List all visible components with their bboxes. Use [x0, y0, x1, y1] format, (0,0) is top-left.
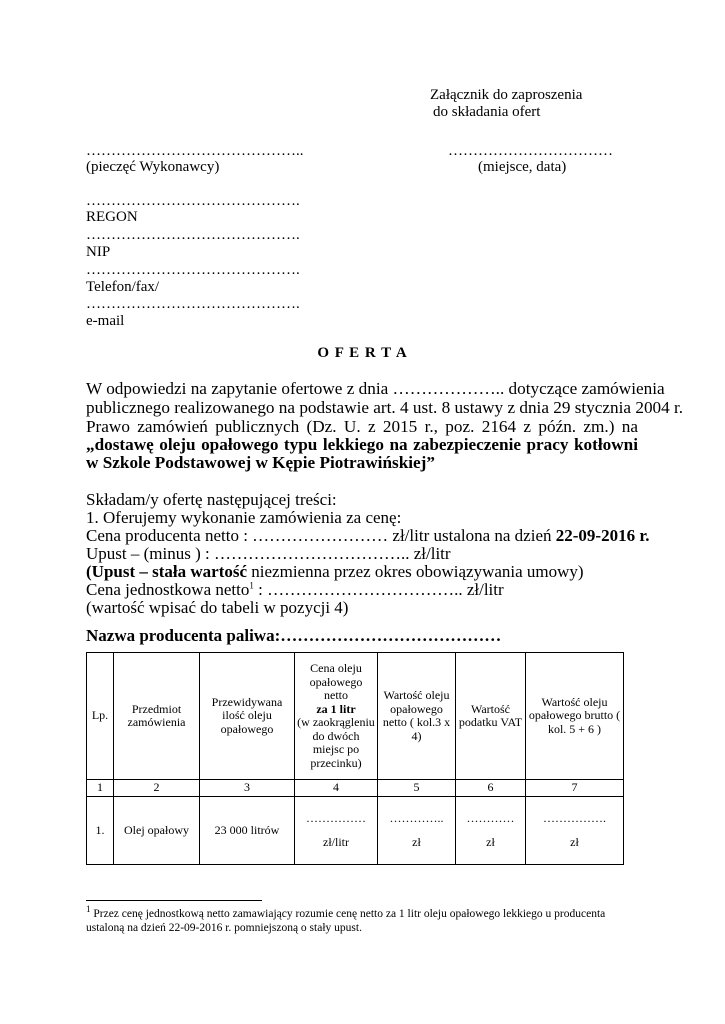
intro-line1: W odpowiedzi na zapytanie ofertowe z dnia ……………….. dotyczące zamówienia	[86, 379, 665, 398]
header-subject: Przedmiot zamówienia	[114, 653, 200, 780]
row-subject: Olej opałowy	[114, 797, 200, 865]
regon-dots: …………………………………….	[86, 193, 300, 209]
unit-price-line	[86, 580, 504, 600]
row-price	[295, 797, 378, 865]
header-lp: Lp.	[87, 653, 114, 780]
row-gross-unit: zł	[570, 834, 579, 849]
discount-note	[86, 562, 584, 582]
unit-price-dots: : …………………………….. zł/litr	[253, 580, 504, 599]
header-price-c: (w zaokrągleniu do dwóch miejsc po przecinku)	[297, 715, 375, 770]
row-vat-unit: zł	[486, 834, 495, 849]
row-price-unit: zł/litr	[323, 834, 349, 849]
col-number: 4	[295, 780, 378, 797]
offer-table	[86, 652, 624, 865]
header-price-a: Cena oleju opałowego netto	[309, 661, 363, 702]
phone-label: Telefon/fax/	[86, 279, 160, 295]
nip-label: NIP	[86, 244, 111, 260]
stamp-dots: ……………………………………..	[86, 143, 304, 159]
row-net	[378, 797, 456, 865]
footnote-ref: 1	[249, 580, 254, 591]
unit-price-text: Cena jednostkowa netto	[86, 580, 250, 599]
attachment-line2: do składania ofert	[433, 104, 541, 120]
producer-price-date: 22-09-2016 r.	[555, 526, 650, 545]
footnote-mark: 1	[86, 904, 91, 915]
col-number: 6	[456, 780, 526, 797]
offer-declaration: Składam/y ofertę następującej treści:	[86, 490, 337, 509]
stamp-label: (pieczęć Wykonawcy)	[86, 159, 220, 175]
header-gross: Wartość oleju opałowego brutto ( kol. 5 + 6 )	[526, 653, 624, 780]
producer-price-line	[86, 526, 650, 546]
col-number: 1	[87, 780, 114, 797]
email-label: e-mail	[86, 313, 125, 329]
discount-note-bold: (Upust – stała wartość	[86, 562, 248, 581]
header-net-value: Wartość oleju opałowego netto ( kol.3 x 4)	[378, 653, 456, 780]
document-title: O F E R T A	[317, 345, 408, 361]
regon-label: REGON	[86, 209, 138, 225]
footnote-line1	[86, 904, 606, 921]
row-vat	[456, 797, 526, 865]
attachment-line1: Załącznik do zaproszenia	[430, 87, 583, 103]
discount-note-rest: niezmienna przez okres obowiązywania umowy)	[247, 562, 584, 581]
col-number: 5	[378, 780, 456, 797]
row-price-dots: ……………	[306, 811, 366, 825]
fuel-producer-line: Nazwa producenta paliwa:…………………………………	[86, 626, 502, 645]
intro-line5: w Szkole Podstawowej w Kępie Piotrawińskiej”	[86, 453, 435, 472]
phone-dots: …………………………………….	[86, 262, 300, 278]
table-note: (wartość wpisać do tabeli w pozycji 4)	[86, 598, 349, 617]
row-gross	[526, 797, 624, 865]
header-vat: Wartość podatku VAT	[456, 653, 526, 780]
row-net-dots: …………..	[389, 811, 444, 825]
header-quantity: Przewidywana ilość oleju opałowego	[200, 653, 295, 780]
table-row	[87, 797, 624, 865]
place-dots: ……………………………	[448, 143, 613, 159]
row-quantity: 23 000 litrów	[200, 797, 295, 865]
offer-item-1: 1. Oferujemy wykonanie zamówienia za cenę:	[86, 508, 402, 527]
intro-line3: Prawo zamówień publicznych (Dz. U. z 2015 r., poz. 2164 z późn. zm.) na	[86, 417, 638, 436]
footnote-line2: ustaloną na dzień 22-09-2016 r. pomniejszoną o stały upust.	[86, 922, 362, 934]
footnote-text1: Przez cenę jednostkową netto zamawiający rozumie cenę netto za 1 litr oleju opałowego lekkiego u producenta	[90, 908, 606, 920]
row-net-unit: zł	[412, 834, 421, 849]
intro-line2: publicznego realizowanego na podstawie art. 4 ust. 8 ustawy z dnia 29 stycznia 2004 r.	[86, 398, 684, 417]
intro-line4: „dostawę oleju opałowego typu lekkiego na zabezpieczenie pracy kotłowni	[86, 435, 638, 454]
place-label: (miejsce, data)	[478, 159, 567, 175]
discount-line: Upust – (minus ) : …………………………….. zł/litr	[86, 544, 451, 563]
col-number: 2	[114, 780, 200, 797]
col-number: 3	[200, 780, 295, 797]
table-header-row	[87, 653, 624, 780]
nip-dots: …………………………………….	[86, 227, 300, 243]
header-price	[295, 653, 378, 780]
row-vat-dots: …………	[466, 811, 515, 825]
table-number-row	[87, 780, 624, 797]
header-price-b: za 1 litr	[316, 701, 356, 716]
row-lp: 1.	[87, 797, 114, 865]
col-number: 7	[526, 780, 624, 797]
footnote-divider	[86, 900, 262, 901]
producer-price-text: Cena producenta netto : …………………… zł/litr ustalona na dzień	[86, 526, 556, 545]
row-gross-dots: …………….	[543, 811, 606, 825]
email-dots: …………………………………….	[86, 296, 300, 312]
